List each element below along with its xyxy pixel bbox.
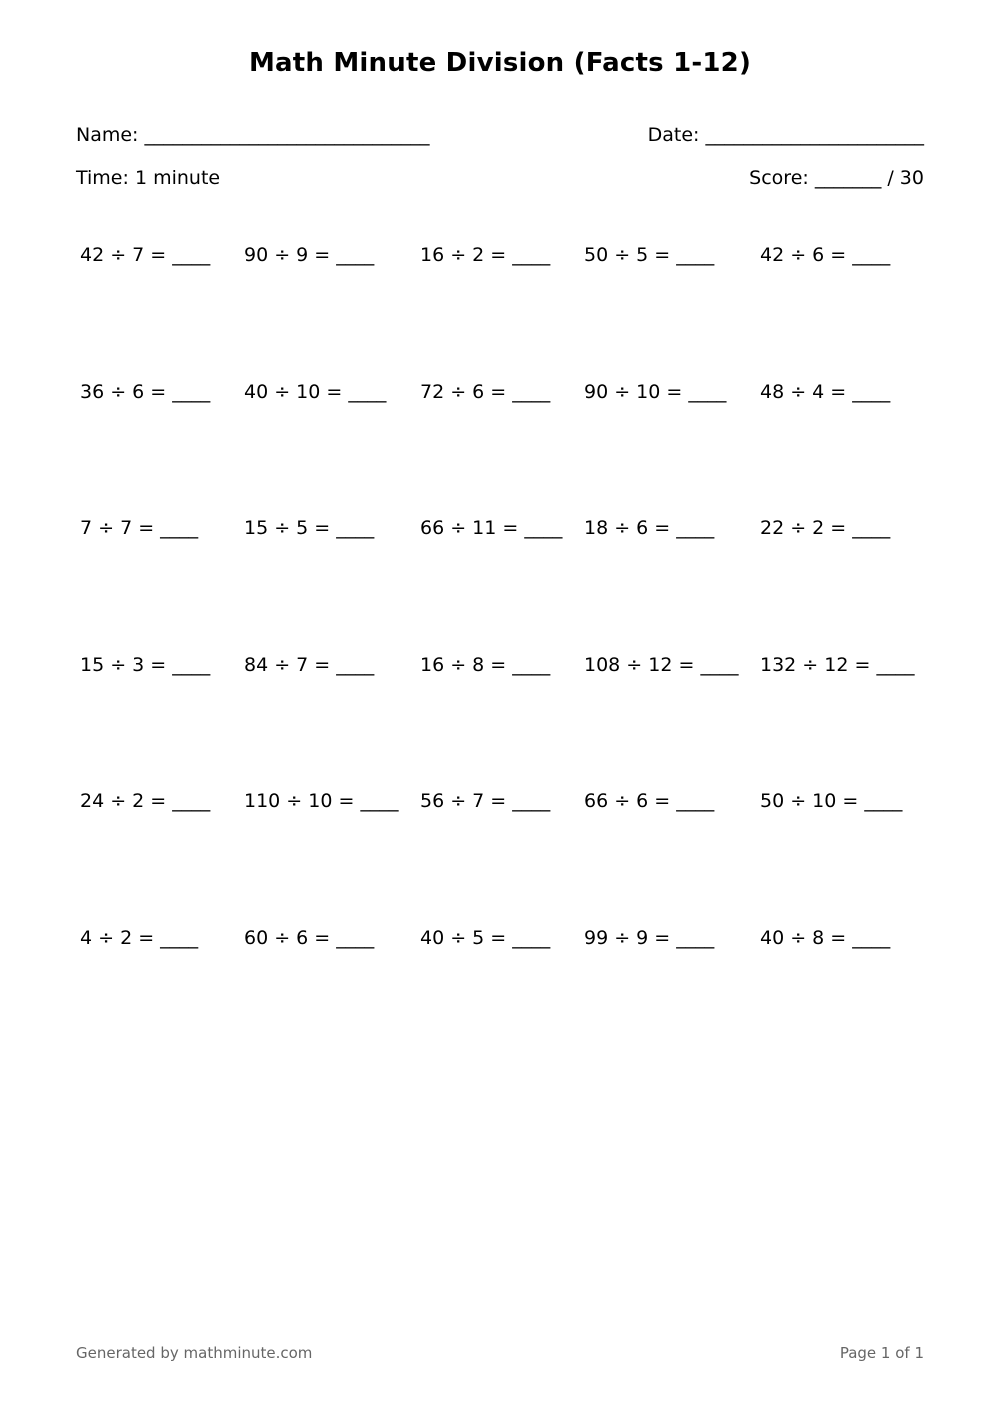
- division-problem[interactable]: 40 ÷ 10 = ____: [244, 381, 387, 403]
- division-problem[interactable]: 22 ÷ 2 = ____: [760, 517, 891, 539]
- division-problem[interactable]: 60 ÷ 6 = ____: [244, 927, 375, 949]
- division-problem[interactable]: 16 ÷ 2 = ____: [420, 244, 551, 266]
- division-problem[interactable]: 48 ÷ 4 = ____: [760, 381, 891, 403]
- page-number-footer: Page 1 of 1: [839, 1344, 924, 1362]
- division-problem[interactable]: 15 ÷ 3 = ____: [80, 654, 211, 676]
- division-problem[interactable]: 42 ÷ 7 = ____: [80, 244, 211, 266]
- division-problem[interactable]: 36 ÷ 6 = ____: [80, 381, 211, 403]
- division-problem[interactable]: 18 ÷ 6 = ____: [584, 517, 715, 539]
- division-problem[interactable]: 66 ÷ 11 = ____: [420, 517, 563, 539]
- division-problem[interactable]: 16 ÷ 8 = ____: [420, 654, 551, 676]
- division-problem[interactable]: 90 ÷ 10 = ____: [584, 381, 727, 403]
- date-field[interactable]: Date: _______________________: [647, 124, 924, 146]
- division-problem[interactable]: 66 ÷ 6 = ____: [584, 790, 715, 812]
- division-problem[interactable]: 15 ÷ 5 = ____: [244, 517, 375, 539]
- division-problem[interactable]: 4 ÷ 2 = ____: [80, 927, 199, 949]
- division-problem[interactable]: 50 ÷ 5 = ____: [584, 244, 715, 266]
- division-problem[interactable]: 40 ÷ 8 = ____: [760, 927, 891, 949]
- time-limit-label: Time: 1 minute: [76, 167, 221, 189]
- division-problem[interactable]: 72 ÷ 6 = ____: [420, 381, 551, 403]
- worksheet-title: Math Minute Division (Facts 1-12): [248, 48, 752, 78]
- division-problem[interactable]: 108 ÷ 12 = ____: [584, 654, 739, 676]
- score-field[interactable]: Score: _______ / 30: [749, 167, 924, 189]
- division-problem[interactable]: 40 ÷ 5 = ____: [420, 927, 551, 949]
- division-problem[interactable]: 110 ÷ 10 = ____: [244, 790, 399, 812]
- name-field[interactable]: Name: ______________________________: [76, 124, 430, 146]
- division-problem[interactable]: 42 ÷ 6 = ____: [760, 244, 891, 266]
- division-problem[interactable]: 132 ÷ 12 = ____: [760, 654, 915, 676]
- division-problem[interactable]: 90 ÷ 9 = ____: [244, 244, 375, 266]
- division-problem[interactable]: 50 ÷ 10 = ____: [760, 790, 903, 812]
- division-problem[interactable]: 24 ÷ 2 = ____: [80, 790, 211, 812]
- generated-by-footer: Generated by mathminute.com: [76, 1344, 313, 1362]
- division-problem[interactable]: 7 ÷ 7 = ____: [80, 517, 199, 539]
- division-problem[interactable]: 84 ÷ 7 = ____: [244, 654, 375, 676]
- division-problem[interactable]: 56 ÷ 7 = ____: [420, 790, 551, 812]
- division-problem[interactable]: 99 ÷ 9 = ____: [584, 927, 715, 949]
